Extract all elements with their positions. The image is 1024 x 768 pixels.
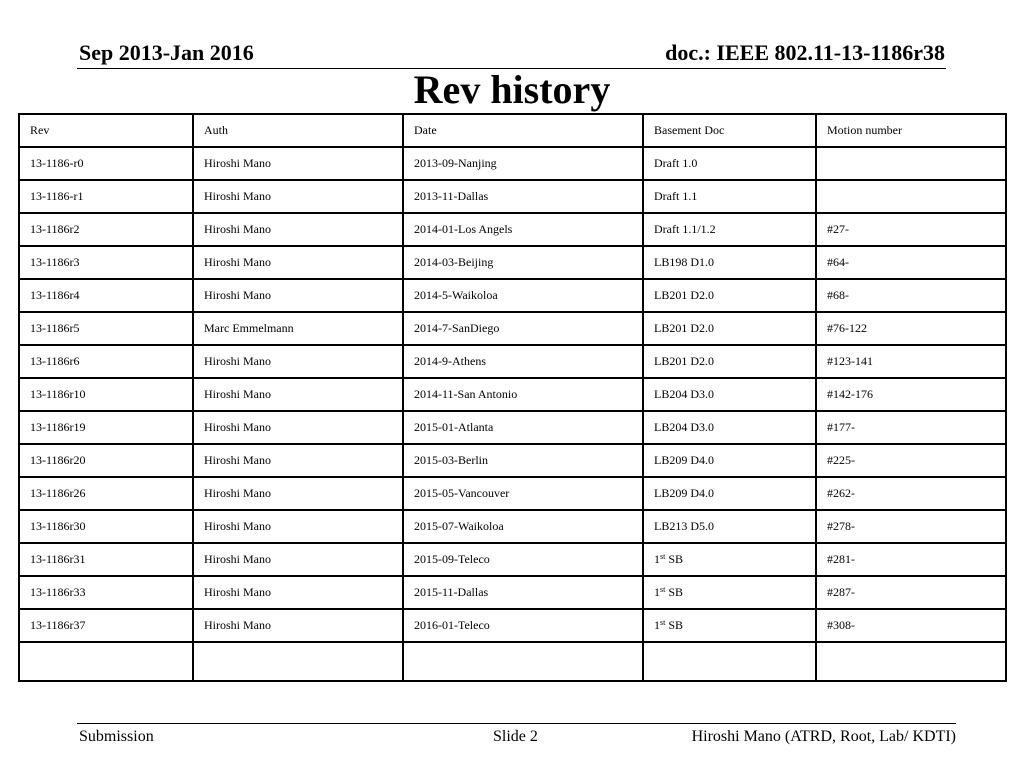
cell-date: 2013-09-Nanjing — [403, 147, 643, 180]
header-cell-auth: Auth — [193, 114, 403, 147]
cell-motion-number — [816, 180, 1006, 213]
cell-rev — [19, 642, 193, 681]
cell-basement-doc: LB201 D2.0 — [643, 345, 816, 378]
table-row — [19, 147, 1006, 180]
cell-motion-number: #142-176 — [816, 378, 1006, 411]
footer-author: Hiroshi Mano (ATRD, Root, Lab/ KDTI) — [691, 728, 956, 745]
header-cell-basement-doc: Basement Doc — [643, 114, 816, 147]
cell-basement-doc: Draft 1.1 — [643, 180, 816, 213]
table-header-row — [19, 114, 1006, 147]
cell-auth: Marc Emmelmann — [193, 312, 403, 345]
table-row — [19, 345, 1006, 378]
cell-date: 2015-11-Dallas — [403, 576, 643, 609]
table-row — [19, 378, 1006, 411]
cell-date: 2016-01-Teleco — [403, 609, 643, 642]
cell-auth: Hiroshi Mano — [193, 444, 403, 477]
table-row — [19, 180, 1006, 213]
cell-auth: Hiroshi Mano — [193, 543, 403, 576]
cell-date — [403, 642, 643, 681]
cell-rev: 13-1186r26 — [19, 477, 193, 510]
header-doc-id: doc.: IEEE 802.11-13-1186r38 — [665, 40, 945, 65]
cell-rev: 13-1186r33 — [19, 576, 193, 609]
table-row — [19, 510, 1006, 543]
cell-motion-number: #308- — [816, 609, 1006, 642]
ordinal-suffix: st — [660, 618, 666, 627]
cell-motion-number — [816, 147, 1006, 180]
cell-basement-doc: LB209 D4.0 — [643, 477, 816, 510]
cell-auth: Hiroshi Mano — [193, 609, 403, 642]
cell-basement-doc — [643, 642, 816, 681]
table-row — [19, 609, 1006, 642]
footer-submission: Submission — [79, 728, 154, 745]
cell-auth: Hiroshi Mano — [193, 345, 403, 378]
table-row — [19, 213, 1006, 246]
cell-motion-number: #68- — [816, 279, 1006, 312]
cell-date: 2014-01-Los Angels — [403, 213, 643, 246]
cell-rev: 13-1186r3 — [19, 246, 193, 279]
ordinal-rest: SB — [665, 585, 684, 599]
table-row — [19, 444, 1006, 477]
cell-auth — [193, 642, 403, 681]
slide-title: Rev history — [413, 67, 611, 112]
cell-motion-number: #278- — [816, 510, 1006, 543]
cell-rev: 13-1186-r0 — [19, 147, 193, 180]
ordinal-suffix: st — [660, 552, 666, 561]
ordinal-suffix: st — [660, 585, 666, 594]
cell-auth: Hiroshi Mano — [193, 576, 403, 609]
cell-motion-number: #76-122 — [816, 312, 1006, 345]
header-date-range: Sep 2013-Jan 2016 — [79, 40, 254, 65]
cell-rev: 13-1186r4 — [19, 279, 193, 312]
table-row — [19, 279, 1006, 312]
header-cell-date: Date — [403, 114, 643, 147]
cell-date: 2015-05-Vancouver — [403, 477, 643, 510]
table-row — [19, 246, 1006, 279]
cell-date: 2014-5-Waikoloa — [403, 279, 643, 312]
cell-basement-doc: LB201 D2.0 — [643, 312, 816, 345]
cell-date: 2015-07-Waikoloa — [403, 510, 643, 543]
cell-rev: 13-1186r2 — [19, 213, 193, 246]
table-row — [19, 411, 1006, 444]
cell-rev: 13-1186r19 — [19, 411, 193, 444]
rev-history-table — [18, 113, 1007, 682]
header-cell-motion-number: Motion number — [816, 114, 1006, 147]
cell-basement-doc: LB209 D4.0 — [643, 444, 816, 477]
cell-motion-number: #27- — [816, 213, 1006, 246]
table-row — [19, 543, 1006, 576]
cell-basement-doc — [643, 543, 816, 576]
cell-date: 2013-11-Dallas — [403, 180, 643, 213]
cell-basement-doc — [643, 609, 816, 642]
cell-auth: Hiroshi Mano — [193, 510, 403, 543]
cell-motion-number: #64- — [816, 246, 1006, 279]
cell-motion-number: #281- — [816, 543, 1006, 576]
table-row — [19, 312, 1006, 345]
header-cell-rev: Rev — [19, 114, 193, 147]
cell-rev: 13-1186r30 — [19, 510, 193, 543]
cell-motion-number: #287- — [816, 576, 1006, 609]
cell-auth: Hiroshi Mano — [193, 477, 403, 510]
cell-basement-doc: LB198 D1.0 — [643, 246, 816, 279]
ordinal-number: 1 — [654, 552, 660, 566]
cell-date: 2014-03-Beijing — [403, 246, 643, 279]
cell-basement-doc: LB204 D3.0 — [643, 411, 816, 444]
cell-date: 2014-7-SanDiego — [403, 312, 643, 345]
cell-basement-doc: LB204 D3.0 — [643, 378, 816, 411]
ordinal-rest: SB — [665, 618, 684, 632]
cell-auth: Hiroshi Mano — [193, 279, 403, 312]
cell-rev: 13-1186r5 — [19, 312, 193, 345]
cell-auth: Hiroshi Mano — [193, 147, 403, 180]
rev-history-table-body — [19, 114, 1006, 681]
footer-slide-number: Slide 2 — [493, 728, 538, 745]
cell-date: 2015-09-Teleco — [403, 543, 643, 576]
cell-rev: 13-1186-r1 — [19, 180, 193, 213]
cell-motion-number: #177- — [816, 411, 1006, 444]
cell-motion-number: #123-141 — [816, 345, 1006, 378]
cell-rev: 13-1186r6 — [19, 345, 193, 378]
cell-basement-doc: Draft 1.1/1.2 — [643, 213, 816, 246]
cell-basement-doc: LB213 D5.0 — [643, 510, 816, 543]
cell-auth: Hiroshi Mano — [193, 411, 403, 444]
cell-basement-doc — [643, 576, 816, 609]
ordinal-number: 1 — [654, 585, 660, 599]
cell-basement-doc: LB201 D2.0 — [643, 279, 816, 312]
cell-auth: Hiroshi Mano — [193, 180, 403, 213]
cell-date: 2014-11-San Antonio — [403, 378, 643, 411]
cell-basement-doc: Draft 1.0 — [643, 147, 816, 180]
footer-divider — [77, 723, 956, 724]
cell-date: 2014-9-Athens — [403, 345, 643, 378]
cell-motion-number — [816, 642, 1006, 681]
cell-rev: 13-1186r37 — [19, 609, 193, 642]
cell-auth: Hiroshi Mano — [193, 246, 403, 279]
cell-motion-number: #225- — [816, 444, 1006, 477]
cell-rev: 13-1186r20 — [19, 444, 193, 477]
cell-rev: 13-1186r10 — [19, 378, 193, 411]
cell-date: 2015-01-Atlanta — [403, 411, 643, 444]
table-row — [19, 642, 1006, 681]
table-row — [19, 477, 1006, 510]
cell-motion-number: #262- — [816, 477, 1006, 510]
cell-auth: Hiroshi Mano — [193, 213, 403, 246]
ordinal-number: 1 — [654, 618, 660, 632]
cell-auth: Hiroshi Mano — [193, 378, 403, 411]
table-row — [19, 576, 1006, 609]
cell-date: 2015-03-Berlin — [403, 444, 643, 477]
ordinal-rest: SB — [665, 552, 684, 566]
cell-rev: 13-1186r31 — [19, 543, 193, 576]
